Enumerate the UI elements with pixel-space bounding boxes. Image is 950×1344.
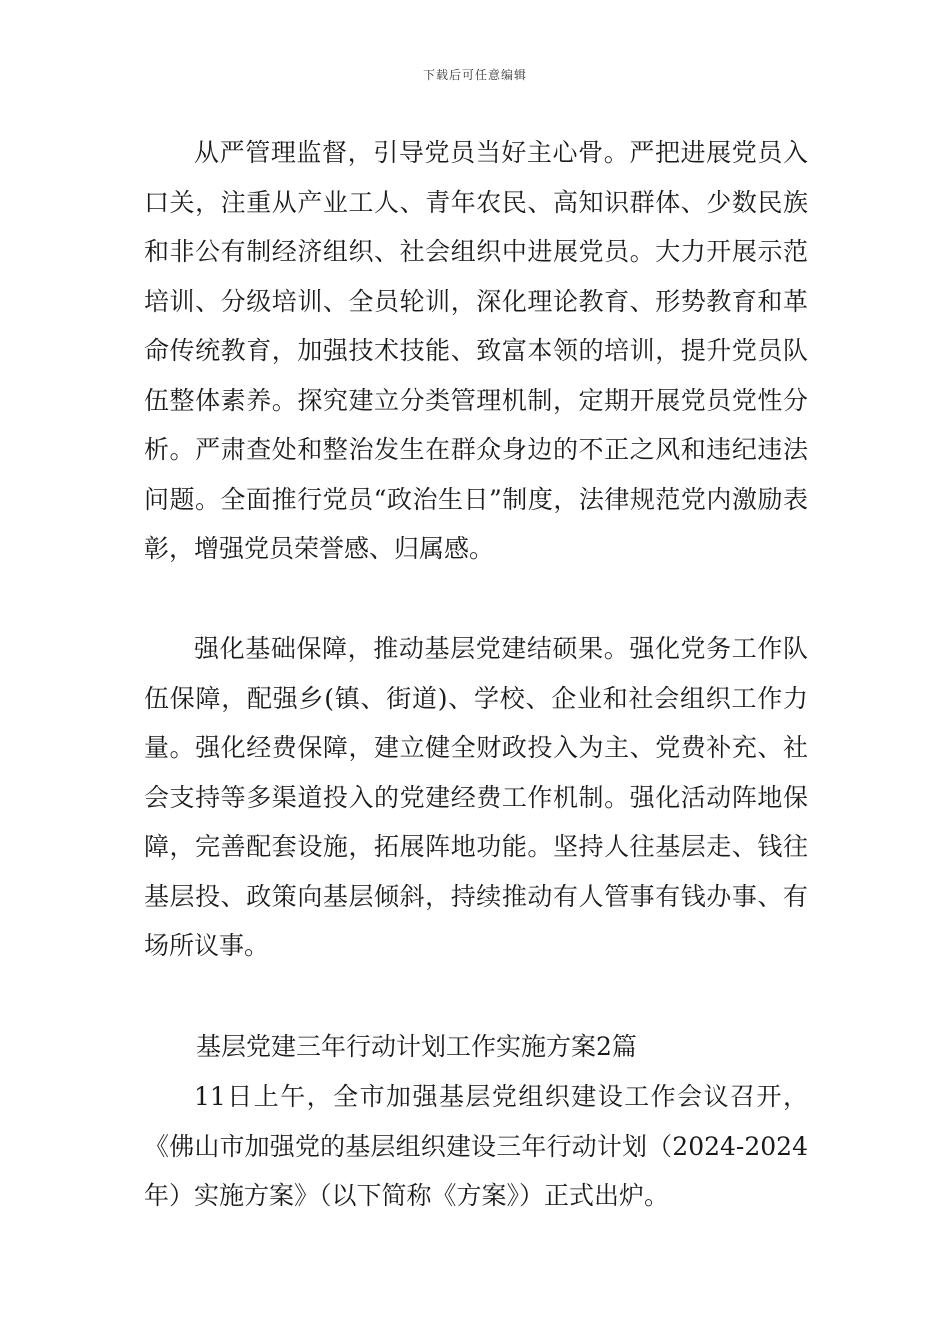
section-heading: 基层党建三年行动计划工作实施方案2篇: [196, 1032, 637, 1061]
paragraph-section-intro: 11日上午，全市加强基层党组织建设工作会议召开，《佛山市加强党的基层组织建设三年行动计划（2024-2024年）实施方案》（以下简称《方案》）正式出炉。: [144, 1082, 808, 1210]
paragraph-strict-management: 从严管理监督，引导党员当好主心骨。严把进展党员入口关，注重从产业工人、青年农民、高知识群体、少数民族和非公有制经济组织、社会组织中进展党员。大力开展示范培训、分级培训、全员轮训，深化理论教育、形势教育和革命传统教育，加强技术技能、致富本领的培训，提升党员队伍整体素养。探究建立分类管理机制，定期开展党员党性分析。严肃查处和整治发生在群众身边的不正之风和违纪违法问题。全面推行党员“政治生日”制度，法律规范党内激励表彰，增强党员荣誉感、归属感。: [144, 138, 808, 563]
paragraph-basic-guarantee: 强化基础保障，推动基层党建结硕果。强化党务工作队伍保障，配强乡(镇、街道)、学校、企业和社会组织工作力量。强化经费保障，建立健全财政投入为主、党费补充、社会支持等多渠道投入的党建经费工作机制。强化活动阵地保障，完善配套设施，拓展阵地功能。坚持人往基层走、钱往基层投、政策向基层倾斜，持续推动有人管事有钱办事、有场所议事。: [144, 634, 808, 960]
header-note: 下载后可任意编辑: [422, 68, 527, 82]
